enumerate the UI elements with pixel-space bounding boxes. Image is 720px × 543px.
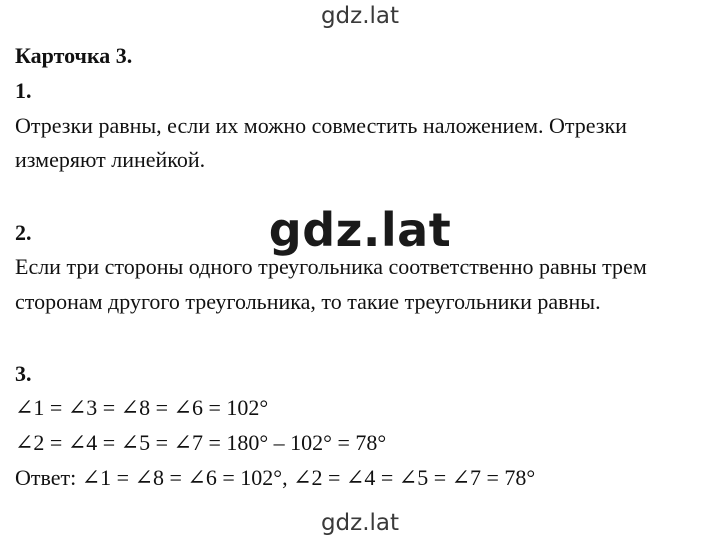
- item-1-line-1: Отрезки равны, если их можно совместить наложением. Отрезки: [15, 113, 627, 138]
- item-1-number: 1.: [15, 78, 32, 103]
- item-3-number: 3.: [15, 361, 32, 386]
- watermark-bottom: gdz.lat: [320, 510, 400, 536]
- watermark-center: gdz.lat: [268, 203, 452, 257]
- item-3-line-1: ∠1 = ∠3 = ∠8 = ∠6 = 102°: [15, 395, 269, 420]
- watermark-top: gdz.lat: [320, 3, 400, 29]
- item-2-line-1: Если три стороны одного треугольника соответственно равны трем: [15, 254, 647, 279]
- item-3-line-2: ∠2 = ∠4 = ∠5 = ∠7 = 180° – 102° = 78°: [15, 430, 387, 455]
- card-title: Карточка 3.: [15, 43, 133, 68]
- item-3-answer-line: Ответ: ∠1 = ∠8 = ∠6 = 102°, ∠2 = ∠4 = ∠5 = ∠7 = 78°: [15, 465, 536, 490]
- item-2-number: 2.: [15, 220, 32, 245]
- item-2-line-2: сторонам другого треугольника, то такие треугольники равны.: [15, 289, 601, 314]
- item-1-line-2: измеряют линейкой.: [15, 147, 206, 172]
